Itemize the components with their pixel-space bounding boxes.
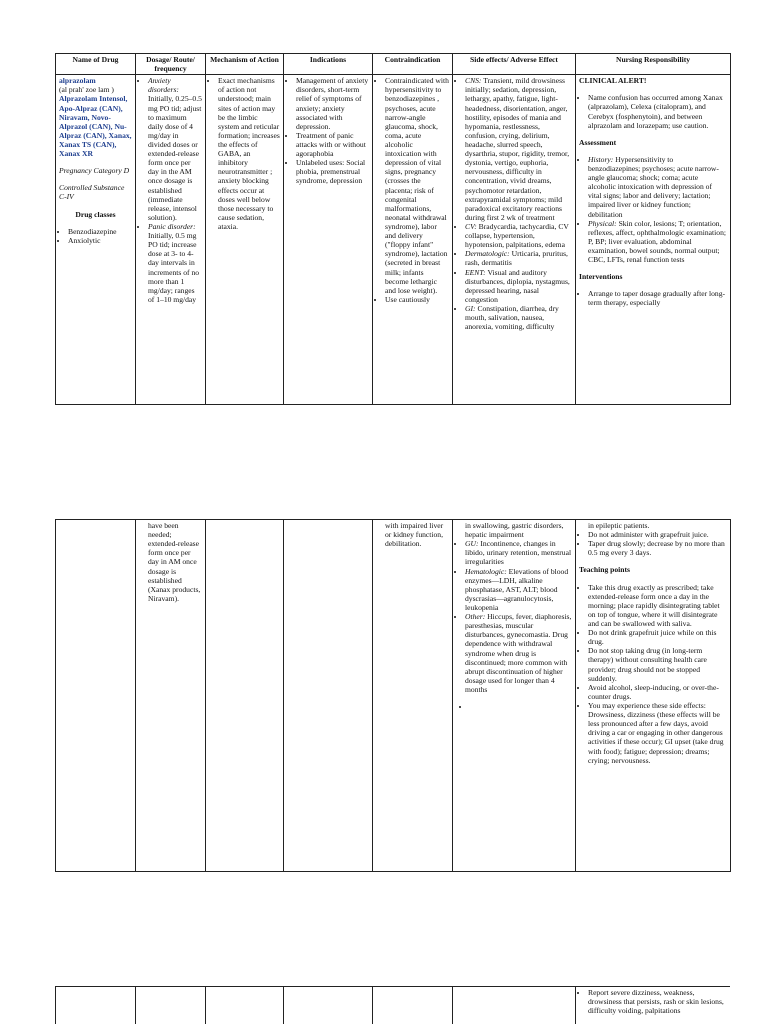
cell-nursing bbox=[576, 75, 731, 405]
cell-mechanism bbox=[206, 75, 284, 405]
teaching-item: • Do not drink grapefruit juice while on this drug. bbox=[588, 628, 727, 646]
side-effect-item bbox=[465, 268, 572, 304]
clinical-alert-title: CLINICAL ALERT! bbox=[579, 76, 647, 86]
cell-indications bbox=[284, 520, 373, 872]
contra-continued: with impaired liver or kidney function, debilitation. bbox=[385, 521, 444, 549]
header-mechanism: Mechanism of Action bbox=[206, 54, 284, 75]
side-effect-item bbox=[465, 222, 572, 249]
side-effect-label: EENT: bbox=[465, 267, 486, 277]
cell-side-effects bbox=[453, 75, 576, 405]
side-effect-text: Visual and auditory disturbances, diplopia, nystagmus, depressed hearing, nasal congestion bbox=[465, 267, 570, 304]
cell-contraindication bbox=[373, 75, 453, 405]
content-row bbox=[56, 520, 731, 872]
pronunciation: (al prah' zoe lam ) bbox=[59, 85, 114, 95]
dosage-item bbox=[148, 76, 202, 222]
teaching-points-title: Teaching points bbox=[579, 565, 630, 575]
empty-bullet bbox=[470, 702, 572, 711]
side-effect-text: Incontinence, changes in libido, urinary retention, menstrual irregularities bbox=[465, 539, 572, 567]
cell-dosage bbox=[136, 520, 206, 872]
side-effect-label: GI: bbox=[465, 303, 476, 313]
assessment-item bbox=[588, 219, 727, 265]
content-row bbox=[56, 75, 731, 405]
dosage-label: Anxiety disorders: bbox=[148, 76, 179, 95]
drug-study-table-continued-2 bbox=[55, 986, 730, 1024]
assessment-text: Hypersensitivity to benzodiazepines; psychoses; acute narrow-angle glaucoma; shock; coma; acute alcoholic intoxication with depression of vital signs; labor and delivery; lactation; impaired liver or kidney function; debilitation bbox=[588, 154, 719, 219]
assessment-label: Physical: bbox=[588, 218, 617, 228]
nursing-item: • Do not administer with grapefruit juice. bbox=[588, 530, 727, 539]
header-nursing: Nursing Responsibility bbox=[576, 54, 731, 75]
header-contraindication: Contraindication bbox=[373, 54, 453, 75]
cell-contraindication bbox=[373, 987, 453, 1024]
nursing-continued: in epileptic patients. bbox=[588, 521, 650, 530]
cell-side-effects bbox=[453, 520, 576, 872]
header-indications: Indications bbox=[284, 54, 373, 75]
assessment-item bbox=[588, 155, 727, 219]
teaching-item: • Take this drug exactly as prescribed; take extended-release form once a day in the morning; place rapidly disintegrating tablet on top of tongue, where it will disintegrate and can be swallowed with saliva. bbox=[588, 583, 727, 629]
cell-indications bbox=[284, 987, 373, 1024]
side-effect-item bbox=[465, 539, 572, 566]
cell-mechanism bbox=[206, 987, 284, 1024]
assessment-label: History: bbox=[588, 154, 614, 164]
cell-drug-name bbox=[56, 520, 136, 872]
drug-classes-list bbox=[59, 227, 132, 245]
indication-item: • Management of anxiety disorders, short-term relief of symptoms of anxiety; anxiety associated with depression. bbox=[296, 76, 369, 131]
side-effect-label: CNS: bbox=[465, 76, 482, 86]
side-effect-item bbox=[465, 76, 572, 222]
mechanism-text: • Exact mechanisms of action not understood; main sites of action may be the limbic system and reticular formation; increases the effects of GABA, an inhibitory neurotransmitter ; anxiety blocking effects occur at doses well below those necessary to cause sedation, ataxia. bbox=[218, 76, 280, 231]
header-row bbox=[56, 54, 731, 75]
side-effect-label: Other: bbox=[465, 612, 486, 622]
cell-mechanism bbox=[206, 520, 284, 872]
side-effect-text: Elevations of blood enzymes—LDH, alkaline phosphatase, AST, ALT; blood dyscrasias—agranulocytosis, leukopenia bbox=[465, 566, 569, 612]
indication-item: • Treatment of panic attacks with or without agoraphobia bbox=[296, 131, 369, 158]
brand-names: Alprazolam Intensol, Apo-Alpraz (CAN), Niravam, Novo-Alprazol (CAN), Nu-Alpraz (CAN), Xanax, Xanax TS (CAN), Xanax XR bbox=[59, 94, 132, 159]
controlled-substance: Controlled Substance C-IV bbox=[59, 183, 125, 202]
intervention-item: • Arrange to taper dosage gradually after long-term therapy, especially bbox=[588, 289, 727, 307]
header-name-of-drug: Name of Drug bbox=[56, 54, 136, 75]
cell-dosage bbox=[136, 987, 206, 1024]
drug-table-page-1 bbox=[55, 53, 730, 405]
drug-study-table bbox=[55, 53, 731, 405]
clinical-alert-text: • Name confusion has occurred among Xanax (alprazolam), Celexa (citalopram), and Cerebyx (fosphenytoin), and between alprazolam and lorazepam; use caution. bbox=[588, 93, 727, 129]
cell-drug-name bbox=[56, 987, 136, 1024]
dosage-label: Panic disorder: bbox=[148, 221, 196, 231]
drug-table-page-2 bbox=[55, 519, 730, 872]
side-effect-text: Urticaria, pruritus, rash, dermatitis bbox=[465, 249, 568, 268]
side-effect-item bbox=[465, 249, 572, 267]
dosage-text: Initially, 0.25–0.5 mg PO tid; adjust to maximum daily dose of 4 mg/day in divided doses or extended-release form once per day in the AM once dosage is established (immediate release, intensol solution). bbox=[148, 94, 202, 222]
nursing-item: • Taper drug slowly; decrease by no more than 0.5 mg every 3 days. bbox=[588, 539, 727, 557]
side-effect-label: GU: bbox=[465, 539, 479, 549]
side-effect-label: CV: bbox=[465, 221, 477, 231]
drug-class-item: • Anxiolytic bbox=[68, 236, 132, 245]
drug-classes-title: Drug classes bbox=[75, 209, 116, 219]
indication-item: • Unlabeled uses: Social phobia, premenstrual syndrome, depression bbox=[296, 158, 369, 185]
drug-table-page-3 bbox=[55, 986, 730, 1024]
cell-nursing bbox=[576, 987, 731, 1024]
cell-dosage bbox=[136, 75, 206, 405]
cell-indications bbox=[284, 75, 373, 405]
header-dosage: Dosage/ Route/ frequency bbox=[136, 54, 206, 75]
teaching-item: • Avoid alcohol, sleep-inducing, or over-the-counter drugs. bbox=[588, 683, 727, 701]
side-effect-label: Dermatologic: bbox=[465, 249, 510, 259]
assessment-text: Skin color, lesions; T; orientation, reflexes, affect, ophthalmologic examination; P, BP; liver evaluation, abdominal examination, bowel sounds, normal output; CBC, LFTs, renal function tests bbox=[588, 218, 726, 265]
drug-study-table-continued bbox=[55, 519, 731, 872]
teaching-item: • Do not stop taking drug (in long-term therapy) without consulting health care provider; drug should not be stopped suddenly. bbox=[588, 646, 727, 682]
dosage-text: Initially, 0.5 mg PO tid; increase dose at 3- to 4-day intervals in increments of no more than 1 mg/day; ranges of 1–10 mg/day bbox=[148, 231, 200, 304]
side-effect-text: Constipation, diarrhea, dry mouth, salivation, nausea, anorexia, vomiting, difficulty bbox=[465, 303, 559, 332]
side-effect-item bbox=[465, 567, 572, 613]
cell-nursing bbox=[576, 520, 731, 872]
dosage-item bbox=[148, 222, 202, 304]
assessment-title: Assessment bbox=[579, 137, 617, 147]
header-side-effects: Side effects/ Adverse Effect bbox=[453, 54, 576, 75]
side-effect-text: Bradycardia, tachycardia, CV collapse, hypertension, hypotension, palpitations, edema bbox=[465, 221, 569, 250]
pregnancy-category: Pregnancy Category D bbox=[59, 166, 130, 176]
cell-drug-name bbox=[56, 75, 136, 405]
side-effect-label: Hematologic: bbox=[465, 566, 507, 576]
side-effect-item bbox=[465, 612, 572, 694]
drug-class-item: • Benzodiazepine bbox=[68, 227, 132, 236]
dosage-continued: have been needed; extended-release form once per day in AM once dosage is established (Xanax products, Niravam). bbox=[148, 521, 201, 603]
side-effects-continued: in swallowing, gastric disorders, hepatic impairment bbox=[465, 521, 564, 540]
teaching-item: • You may experience these side effects: Drowsiness, dizziness (these effects will be less pronounced after a few days, avoid driving a car or engaging in other dangerous activities if these occur); GI upset (take drug with food); fatigue; depression; dreams; crying; nervousness. bbox=[588, 701, 727, 765]
side-effect-text: Hiccups, fever, diaphoresis, paresthesias, muscular disturbances, gynecomastia. Drug dependence with withdrawal syndrome when drug is discontinued; more common with abrupt discontinuation of higher dosage used for longer than 4 months bbox=[465, 612, 572, 694]
cell-contraindication bbox=[373, 520, 453, 872]
drug-name: alprazolam bbox=[59, 76, 96, 86]
nursing-item: • Report severe dizziness, weakness, drowsiness that persists, rash or skin lesions, difficulty voiding, palpitations bbox=[588, 988, 727, 1015]
contra-item: • Contraindicated with hypersensitivity to benzodiazepines , psychoses, acute narrow-angle glaucoma, shock, coma, acute alcoholic intoxication with depression of vital signs, pregnancy (crosses the placenta; risk of congenital malformations, neonatal withdrawal syndrome), labor and delivery ("floppy infant" syndrome), lactation (secreted in breast milk; infants become lethargic and lose weight). bbox=[385, 76, 449, 295]
content-row bbox=[56, 987, 731, 1024]
contra-item: • Use cautiously bbox=[385, 295, 449, 304]
cell-side-effects bbox=[453, 987, 576, 1024]
side-effect-text: Transient, mild drowsiness initially; sedation, depression, lethargy, apathy, fatigue, light-headedness, disorientation, anger, hostility, episodes of mania and hypomania, restlessness, confusion, crying, delirium, headache, slurred speech, dysarthria, stupor, rigidity, tremor, dystonia, vertigo, euphoria, nervousness, difficulty in concentration, vivid dreams, psychomotor retardation, extrapyramidal symptoms; mild paradoxical excitatory reactions during first 2 wk of treatment bbox=[465, 76, 570, 222]
side-effect-item bbox=[465, 304, 572, 331]
interventions-title: Interventions bbox=[579, 272, 623, 282]
